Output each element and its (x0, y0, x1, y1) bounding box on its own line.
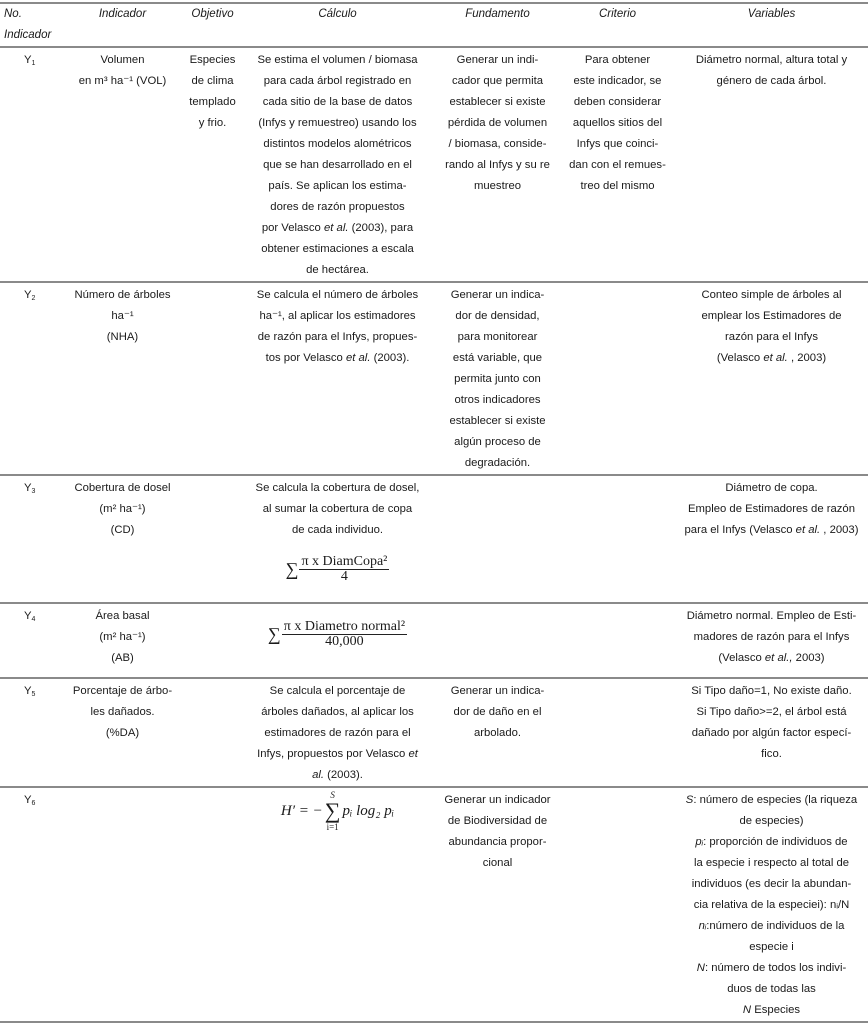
indicator-subscript: 3 (31, 488, 36, 495)
fundamento-line: pérdida de volumen (447, 117, 548, 129)
cell-objetivo (185, 475, 240, 603)
fundamento-line: permita junto con (454, 373, 541, 385)
sum-sign: ∑ (324, 798, 341, 823)
variables-line: Diámetro de copa. (725, 482, 818, 494)
fundamento-line: Generar un indi- (456, 54, 539, 66)
criterio-line: dan con el remues- (569, 159, 666, 171)
variables-line: Diámetro normal. Empleo de Esti- (686, 610, 857, 622)
variables-line: razón para el Infys (725, 331, 818, 343)
indicador-line: Número de árboles (74, 289, 171, 301)
fundamento-line: rando al Infys y su re (445, 159, 550, 171)
criterio-line: aquellos sitios del (572, 117, 663, 129)
cell-objetivo (185, 603, 240, 678)
fundamento-line: / biomasa, conside- (448, 138, 547, 150)
cell-fundamento (435, 282, 560, 475)
calculo-line: Se calcula el porcentaje de (269, 685, 406, 697)
cell-objetivo (185, 787, 240, 1022)
indicador-line: Porcentaje de árbo- (72, 685, 173, 697)
indicador-line: en m³ ha⁻¹ (VOL) (78, 75, 167, 87)
numerator: π x DiamCopa² (301, 554, 388, 569)
variables-line: Diámetro normal, altura total y (695, 54, 848, 66)
calculo-line: de razón para el Infys, propues- (257, 331, 418, 343)
header-indicador: Indicador (60, 3, 185, 47)
italic-text: et al. (795, 524, 821, 536)
calculo-line: al. (2003). (312, 769, 363, 781)
indicator-subscript: 6 (31, 800, 36, 807)
cell-variables (675, 47, 868, 282)
variables-line: para el Infys (Velasco et al. , 2003) (684, 524, 859, 536)
calculo-line: de cada individuo. (291, 524, 384, 536)
cell-criterio (560, 603, 675, 678)
cell-indicador (60, 678, 185, 787)
variables-line: género de cada árbol. (716, 75, 827, 87)
cell-objetivo (185, 282, 240, 475)
cell-fundamento (435, 47, 560, 282)
header-criterio: Criterio (560, 3, 675, 47)
header-row (0, 3, 868, 47)
variables-line: Si Tipo daño=1, No existe daño. (691, 685, 852, 697)
cell-calculo (240, 678, 435, 787)
fundamento-line: cional (482, 857, 513, 869)
fundamento-line: abundancia propor- (448, 836, 547, 848)
variables-line: madores de razón para el Infys (693, 631, 850, 643)
calculo-line: tos por Velasco et al. (2003). (265, 352, 410, 364)
cell-criterio (560, 787, 675, 1022)
variables-line: la especie i respecto al total de (693, 857, 850, 869)
formula-body: pᵢ log₂ pᵢ (342, 802, 395, 819)
table-row (0, 787, 868, 1022)
indicator-subscript: 2 (31, 295, 36, 302)
indicador-line: (%DA) (105, 727, 140, 739)
criterio-line: Infys que coinci- (576, 138, 659, 150)
objetivo-line: Especies (189, 54, 236, 66)
indicator-number: $Y_6$ (0, 787, 60, 1022)
indicador-line: Volumen (100, 54, 145, 66)
calculo-line: Se calcula el número de árboles (256, 289, 419, 301)
calculo-line: por Velasco et al. (2003), para (261, 222, 414, 234)
variables-line: nᵢ:número de individuos de la (698, 920, 845, 932)
fundamento-line: establecer si existe (449, 415, 546, 427)
fundamento-line: dor de daño en el (453, 706, 542, 718)
variables-line: emplear los Estimadores de (701, 310, 842, 322)
fundamento-line: para monitorear (457, 331, 538, 343)
calculo-line: de hectárea. (306, 264, 369, 276)
indicador-line: (NHA) (106, 331, 139, 343)
formula (286, 555, 390, 584)
cell-fundamento (435, 603, 560, 678)
fundamento-line: Generar un indica- (450, 289, 545, 301)
cell-variables (675, 282, 868, 475)
fundamento-line: algún proceso de (454, 436, 541, 448)
cell-criterio (560, 282, 675, 475)
fundamento-line: dor de densidad, (455, 310, 540, 322)
criterio-line: este indicador, se (573, 75, 662, 87)
cell-criterio (560, 678, 675, 787)
calculo-line: (Infys y remuestreo) usando los (258, 117, 417, 129)
indicator-number: $Y_4$ (0, 603, 60, 678)
italic-text: et al. (323, 222, 349, 234)
sum-symbol: ∑ (285, 559, 299, 579)
sum-symbol: ∑ (267, 624, 281, 644)
cell-indicador (60, 47, 185, 282)
calculo-line: estimadores de razón para el (264, 727, 411, 739)
cell-fundamento (435, 678, 560, 787)
indicator-subscript: 5 (31, 691, 36, 698)
cell-indicador (60, 282, 185, 475)
fundamento-line: degradación. (464, 457, 531, 469)
italic-text: al. (312, 769, 324, 781)
indicador-line: (m² ha⁻¹) (99, 631, 146, 643)
variables-line: de especies) (739, 815, 804, 827)
fundamento-line: Generar un indica- (450, 685, 545, 697)
fraction (282, 620, 407, 649)
indicador-line: les dañados. (90, 706, 155, 718)
objetivo-line: templado (189, 96, 236, 108)
indicador-line: (m² ha⁻¹) (99, 503, 146, 515)
fundamento-line: cador que permita (451, 75, 544, 87)
header-variables: Variables (675, 3, 868, 47)
variables-line: Conteo simple de árboles al (701, 289, 842, 301)
formula (268, 620, 407, 649)
calculo-line: dores de razón propuestos (270, 201, 405, 213)
variables-line: especie i (749, 941, 794, 953)
cell-fundamento (435, 475, 560, 603)
criterio-line: deben considerar (573, 96, 662, 108)
calculo-line: árboles dañados, al aplicar los (261, 706, 414, 718)
calculo-line: obtener estimaciones a escala (261, 243, 414, 255)
cell-indicador (60, 475, 185, 603)
header-fundamento: Fundamento (435, 3, 560, 47)
cell-objetivo (185, 47, 240, 282)
fundamento-line: está variable, que (452, 352, 543, 364)
fundamento-line: arbolado. (473, 727, 522, 739)
variables-line: dañado por algún factor especí- (691, 727, 852, 739)
sum-upper: S (330, 790, 335, 800)
cell-variables (675, 475, 868, 603)
calculo-line: distintos modelos alométricos (263, 138, 412, 150)
table-row (0, 47, 868, 282)
header-no (0, 3, 60, 47)
calculo-line: cada sitio de la base de datos (262, 96, 413, 108)
fundamento-line: Generar un indicador (444, 794, 551, 806)
indicator-number: $Y_2$ (0, 282, 60, 475)
cell-indicador (60, 603, 185, 678)
calculo-line: que se han desarrollado en el (263, 159, 412, 171)
header-objetivo: Objetivo (185, 3, 240, 47)
fundamento-line: otros indicadores (454, 394, 541, 406)
variables-line: Empleo de Estimadores de razón (687, 503, 856, 515)
fundamento-line: establecer si existe (449, 96, 546, 108)
indicador-line: Cobertura de dosel (74, 482, 171, 494)
calculo-line: al sumar la cobertura de copa (262, 503, 413, 515)
denominator: 40,000 (325, 634, 364, 649)
calculo-line: Infys, propuestos por Velasco et (257, 748, 418, 760)
italic-text: N (742, 1004, 752, 1016)
cell-variables (675, 603, 868, 678)
variables-line: pᵢ: proporción de individuos de (695, 836, 848, 848)
fundamento-line: muestreo (473, 180, 522, 192)
indicador-line: (CD) (110, 524, 135, 536)
sum-symbol (325, 790, 341, 832)
header-no-line: Indicador (4, 29, 52, 41)
italic-text: et al. (345, 352, 371, 364)
objetivo-line: y frio. (198, 117, 227, 129)
cell-calculo (240, 475, 435, 603)
variables-line: Si Tipo daño>=2, el árbol está (696, 706, 847, 718)
calculo-line: Se calcula la cobertura de dosel, (255, 482, 420, 494)
italic-text: pᵢ (695, 836, 704, 848)
italic-text: S (685, 794, 694, 806)
indicator-subscript: 1 (31, 60, 36, 67)
variables-line: N Especies (742, 1004, 801, 1016)
table-row (0, 475, 868, 603)
criterio-line: Para obtener (584, 54, 651, 66)
cell-criterio (560, 475, 675, 603)
indicador-line: (AB) (111, 652, 134, 664)
italic-text: N (696, 962, 705, 974)
variables-line: S: número de especies (la riqueza (685, 794, 858, 806)
indicador-line: ha⁻¹ (111, 310, 134, 322)
italic-text: nᵢ (698, 920, 707, 932)
variables-line: N: número de todos los indivi- (696, 962, 847, 974)
sum-lower: i=1 (326, 822, 339, 832)
italic-text: et al., (764, 652, 793, 664)
cell-fundamento (435, 787, 560, 1022)
indicador-line: Área basal (95, 610, 150, 622)
cell-calculo (240, 787, 435, 1022)
cell-indicador (60, 787, 185, 1022)
italic-text: et (408, 748, 418, 760)
table-row (0, 603, 868, 678)
variables-line: (Velasco et al. , 2003) (716, 352, 827, 364)
fraction (299, 555, 389, 584)
cell-variables (675, 787, 868, 1022)
variables-line: (Velasco et al., 2003) (718, 652, 825, 664)
calculo-line: país. Se aplican los estima- (268, 180, 407, 192)
table-row (0, 678, 868, 787)
variables-line: duos de todas las (727, 983, 816, 995)
table-row (0, 282, 868, 475)
denominator: 4 (340, 569, 348, 584)
calculo-line: para cada árbol registrado en (263, 75, 412, 87)
objetivo-line: de clima (191, 75, 234, 87)
shannon-formula (281, 790, 394, 832)
indicator-number: $Y_3$ (0, 475, 60, 603)
cell-objetivo (185, 678, 240, 787)
header-calculo: Cálculo (240, 3, 435, 47)
variables-line: cia relativa de la especiei): nᵢ/N (693, 899, 850, 911)
indicator-table (0, 2, 868, 1023)
cell-calculo (240, 603, 435, 678)
indicator-number: $Y_5$ (0, 678, 60, 787)
cell-criterio (560, 47, 675, 282)
italic-text: et al. (763, 352, 788, 364)
calculo-line: Se estima el volumen / biomasa (257, 54, 418, 66)
variables-line: individuos (es decir la abundan- (691, 878, 852, 890)
variables-line: fico. (761, 748, 782, 760)
cell-calculo (240, 47, 435, 282)
indicator-subscript: 4 (31, 616, 36, 623)
criterio-line: treo del mismo (580, 180, 655, 192)
cell-calculo (240, 282, 435, 475)
fundamento-line: de Biodiversidad de (447, 815, 548, 827)
cell-variables (675, 678, 868, 787)
indicator-number: $Y_1$ (0, 47, 60, 282)
calculo-line: ha⁻¹, al aplicar los estimadores (259, 310, 416, 322)
numerator: π x Diametro normal² (283, 619, 406, 634)
header-no-line: No. (4, 8, 22, 20)
formula-lhs: H′ = − (280, 802, 323, 819)
